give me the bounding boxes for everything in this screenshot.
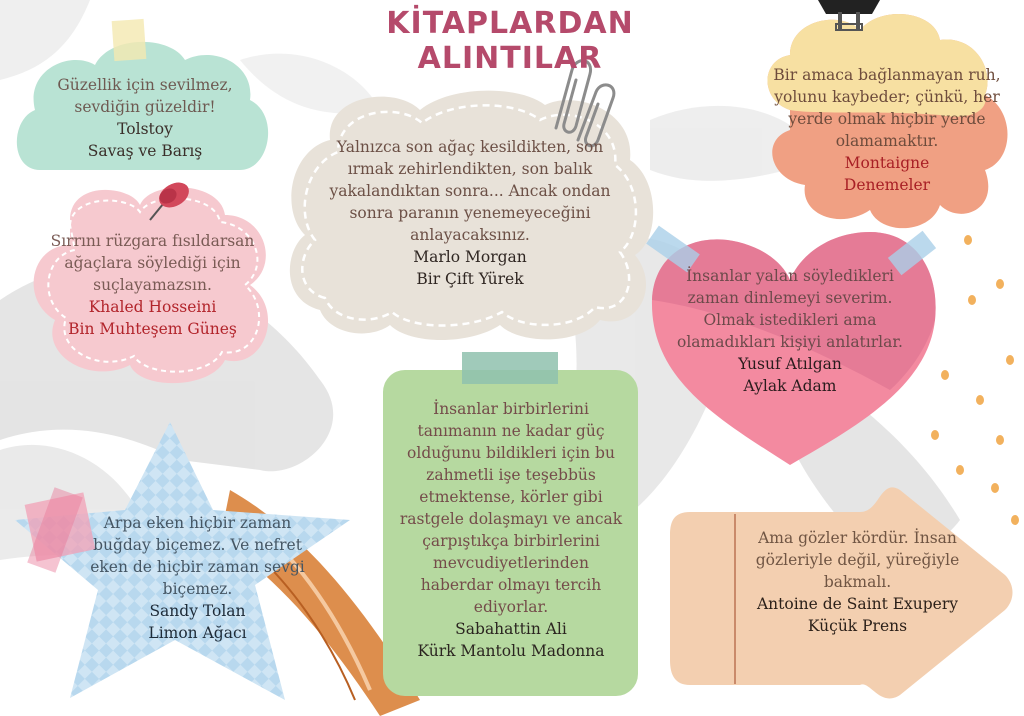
quote-book: Küçük Prens: [807, 617, 908, 635]
quote-text: Bir amaca bağlanmayan ruh, yolunu kaybeder; çünkü, her yerde olmak hiçbir yerde olamamaktır.: [773, 66, 1001, 150]
quote-book: Denemeler: [843, 176, 931, 194]
quote-author: Khaled Hosseini: [88, 298, 217, 316]
quote-text: Yalnızca son ağaç kesildikten, son ırmak zehirlendikten, son balık yakalandıktan sonra... Ancak ondan sonra paranın yenemeyeceğini anlayacaksınız.: [329, 138, 611, 244]
quote-book: Aylak Adam: [743, 377, 837, 395]
quote-card-sabahattin: [396, 398, 626, 662]
quote-text: Ama gözler kördür. İnsan gözleriyle değil, yüreğiyle bakmalı.: [755, 529, 960, 591]
quote-text: İnsanlar yalan söyledikleri zaman dinlemeyi severim. Olmak istedikleri ama olamadıkları kişiyi anlatırlar.: [677, 267, 903, 351]
quote-author: Marlo Morgan: [413, 248, 527, 266]
quote-card-atilgan: [660, 265, 920, 397]
quote-book: Bir Çift Yürek: [416, 270, 524, 288]
quote-author: Montaigne: [844, 154, 930, 172]
page-title: KİTAPLARDAN ALINTILAR: [386, 6, 634, 76]
quote-card-hosseini: [45, 230, 260, 340]
quote-author: Tolstoy: [117, 120, 173, 138]
quote-card-montaigne: [764, 64, 1010, 196]
quote-card-morgan: [320, 136, 620, 290]
quote-text: Güzellik için sevilmez, sevdiğin güzeldir!: [57, 76, 233, 116]
quote-text: İnsanlar birbirlerini tanımanın ne kadar güç olduğunu bildikleri için bu zahmetli işe teşebbüs etmektense, körler gibi rastgele dolaşmayı ve ancak çarpıştıkça birbirlerini mevcudiyetlerinden haberdar olmayı tercih ediyorlar.: [399, 400, 623, 616]
quote-book: Limon Ağacı: [148, 624, 247, 642]
quote-author: Sabahattin Ali: [455, 620, 567, 638]
quote-book: Kürk Mantolu Madonna: [417, 642, 605, 660]
quote-card-exupery: [730, 527, 985, 637]
quote-author: Antoine de Saint Exupery: [756, 595, 959, 613]
quote-book: Bin Muhteşem Güneş: [68, 320, 237, 338]
quote-card-tolan: [85, 512, 310, 644]
quote-text: Arpa eken hiçbir zaman buğday biçemez. Ve nefret eken de hiçbir zaman sevgi biçemez.: [90, 514, 305, 598]
quote-author: Yusuf Atılgan: [738, 355, 842, 373]
polka-dots: [931, 235, 1019, 525]
quote-book: Savaş ve Barış: [87, 142, 203, 160]
quote-card-tolstoy: [30, 74, 260, 162]
quote-author: Sandy Tolan: [149, 602, 246, 620]
quote-text: Sırrını rüzgara fısıldarsan ağaçlara söylediği için suçlayamazsın.: [50, 232, 255, 294]
